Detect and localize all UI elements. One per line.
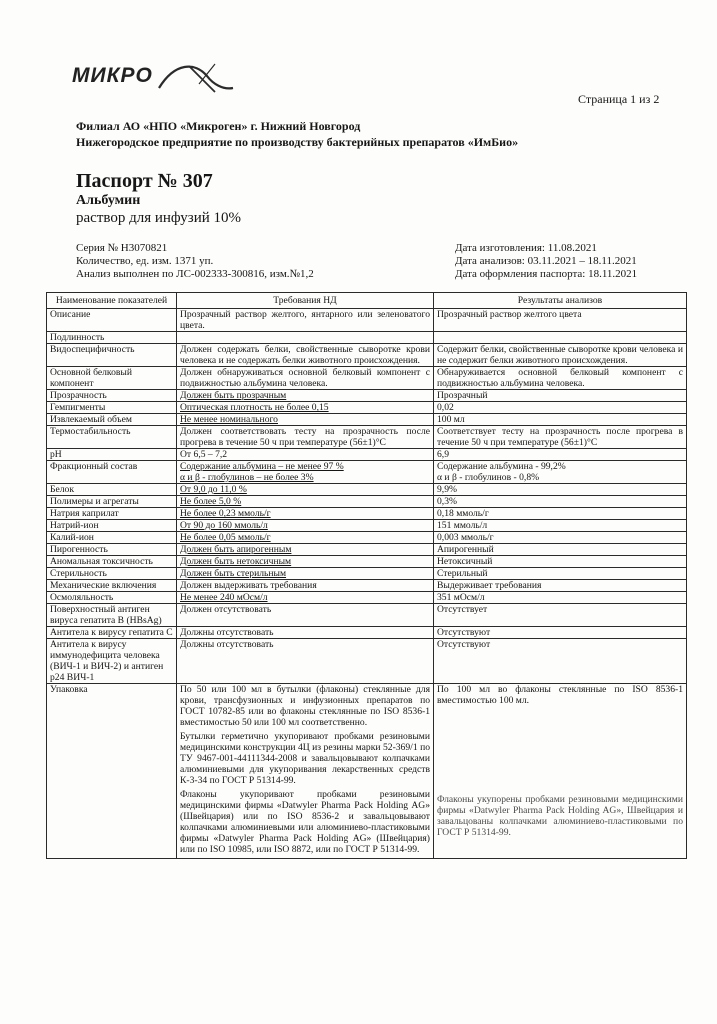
requirement-cell — [177, 414, 434, 426]
row-name-text: Основной белковый компонент — [50, 367, 132, 389]
table-row — [47, 344, 687, 367]
row-name — [47, 484, 177, 496]
requirement-cell-text: Должен обнаруживаться основной белковый компонент с подвижностью альбумина человека. — [180, 367, 430, 389]
requirement-cell-text: Прозрачный раствор желтого, янтарного или зеленоватого цвета. — [180, 309, 430, 331]
table-row — [47, 309, 687, 332]
row-name-text: Механические включения — [50, 580, 157, 591]
row-name — [47, 592, 177, 604]
row-name — [47, 639, 177, 684]
result-cell — [434, 414, 687, 426]
result-cell-text: 9,9% — [437, 484, 457, 495]
requirement-cell-text: Должны отсутствовать — [180, 639, 274, 650]
table-row — [47, 484, 687, 496]
requirement-cell — [177, 367, 434, 390]
row-name-text: pH — [50, 449, 62, 460]
requirement-cell — [177, 449, 434, 461]
result-cell — [434, 604, 687, 627]
table-row — [47, 556, 687, 568]
result-cell — [434, 449, 687, 461]
requirement-cell — [177, 520, 434, 532]
result-cell-text: Прозрачный раствор желтого цвета — [437, 309, 582, 320]
requirement-cell — [177, 544, 434, 556]
table-row — [47, 508, 687, 520]
logo-mark-icon — [155, 58, 235, 94]
requirement-cell-text: От 90 до 160 ммоль/л — [180, 520, 268, 531]
result-cell-text: 351 мОсм/л — [437, 592, 485, 603]
row-name-text: Осмоляльность — [50, 592, 114, 603]
requirement-cell-text: Не более 0,05 ммоль/г — [180, 532, 271, 543]
result-cell — [434, 544, 687, 556]
analysis-method: Анализ выполнен по ЛС-002333-300816, изм.№1,2 — [76, 268, 314, 280]
requirement-cell — [177, 484, 434, 496]
requirement-cell-text: Должен содержать белки, свойственные сыворотке крови человека и не содержать белки животного происхождения. — [180, 344, 430, 366]
requirement-cell-text: Не менее 240 мОсм/л — [180, 592, 268, 603]
row-name-text: Натрия каприлат — [50, 508, 119, 519]
requirement-cell — [177, 580, 434, 592]
row-name — [47, 544, 177, 556]
row-name-text: Извлекаемый объем — [50, 414, 132, 425]
requirement-cell — [177, 592, 434, 604]
dates-info — [455, 242, 637, 281]
table-row — [47, 627, 687, 639]
requirement-cell — [177, 604, 434, 627]
result-cell-text: Апирогенный — [437, 544, 494, 555]
table-row — [47, 449, 687, 461]
result-cell — [434, 592, 687, 604]
table-row — [47, 332, 687, 344]
requirement-cell-text: Оптическая плотность не более 0,15 — [180, 402, 329, 413]
organization-name: Филиал АО «НПО «Микроген» г. Нижний Новгород — [76, 119, 361, 133]
row-name-text: Поверхностный антиген вируса гепатита В (HBsAg) — [50, 604, 162, 626]
result-cell-text: 0,3% — [437, 496, 457, 507]
requirement-cell-text: Не более 5,0 % — [180, 496, 242, 507]
row-name-text: Видоспецифичность — [50, 344, 135, 355]
result-cell-text: Содержит белки, свойственные сыворотке крови человека и не содержит белки животного происхождения. — [437, 344, 683, 366]
requirement-cell-text: Не более 0,23 ммоль/г — [180, 508, 271, 519]
requirement-cell-text: От 6,5 – 7,2 — [180, 449, 228, 460]
table-row — [47, 639, 687, 684]
table-row — [47, 592, 687, 604]
packaging-res-paragraph: Флаконы укупорены пробками резиновыми медицинскими фирмы «Datwyler Pharma Pack Holding AG», Швейцария и завальцованы колпачками алюминиево-пластиковыми по ГОСТ Р 51314-99. — [437, 794, 683, 838]
requirement-cell-text-secondary: α и β - глобулинов – не более 3% — [180, 472, 314, 483]
result-cell-text: 0,18 ммоль/г — [437, 508, 489, 519]
company-logo — [72, 58, 235, 94]
requirement-cell — [177, 556, 434, 568]
packaging-res-paragraph: По 100 мл во флаконы стеклянные по ISO 8536-1 вместимостью 100 мл. — [437, 684, 683, 706]
row-name — [47, 367, 177, 390]
product-name: Альбумин — [76, 193, 141, 208]
row-name-text: Белок — [50, 484, 75, 495]
row-name-text: Термостабильность — [50, 426, 131, 437]
row-name — [47, 344, 177, 367]
requirement-cell-text: Должен выдерживать требования — [180, 580, 317, 591]
row-name-text: Аномальная токсичность — [50, 556, 153, 567]
row-name-text: Калий-ион — [50, 532, 94, 543]
row-name-text: Антитела к вирусу иммунодефицита человека (ВИЧ-1 и ВИЧ-2) и антиген p24 ВИЧ-1 — [50, 639, 164, 683]
result-cell — [434, 309, 687, 332]
requirement-cell — [177, 461, 434, 484]
row-name — [47, 426, 177, 449]
table-row — [47, 390, 687, 402]
result-cell-text: Соответствует тесту на прозрачность после прогрева в течение 50 ч при температуре (56±1)°С — [437, 426, 683, 448]
table-row — [47, 580, 687, 592]
passport-date: Дата оформления паспорта: 18.11.2021 — [455, 268, 638, 280]
requirement-cell — [177, 332, 434, 344]
result-cell — [434, 580, 687, 592]
table-row — [47, 532, 687, 544]
result-cell-text: Отсутствуют — [437, 639, 491, 650]
logo-text: МИКРО — [72, 64, 153, 87]
table-row — [47, 367, 687, 390]
result-cell — [434, 402, 687, 414]
row-name — [47, 332, 177, 344]
table-row — [47, 544, 687, 556]
requirement-cell — [177, 496, 434, 508]
result-cell-text: Выдерживает требования — [437, 580, 542, 591]
result-cell-text: 6,9 — [437, 449, 449, 460]
table-row — [47, 568, 687, 580]
requirement-cell-text: Содержание альбумина – не менее 97 % — [180, 461, 344, 472]
row-name — [47, 532, 177, 544]
row-name-text: Описание — [50, 309, 91, 320]
series-number: Серия № Н3070821 — [76, 242, 168, 254]
requirement-cell-text: Должен быть прозрачным — [180, 390, 287, 401]
requirement-cell — [177, 426, 434, 449]
row-name-text: Полимеры и агрегаты — [50, 496, 139, 507]
manufacture-date: Дата изготовления: 11.08.2021 — [455, 242, 597, 254]
requirement-cell-text: Не менее номинального — [180, 414, 278, 425]
requirement-cell-text: От 9,0 до 11,0 % — [180, 484, 247, 495]
requirement-cell-text: Должен отсутствовать — [180, 604, 272, 615]
analysis-dates: Дата анализов: 03.11.2021 – 18.11.2021 — [455, 255, 637, 267]
result-cell — [434, 520, 687, 532]
packaging-req-paragraph: Флаконы укупоривают пробками резиновыми медицинскими фирмы «Datwyler Pharma Pack Holding AG» (Швейцария) или по ISO 8536-2 и завальцовывают колпачками алюминиевыми или алюминиево-пластиковыми фирмы «Datwyler Pharma Pack Holding AG» (Швейцария) или по ISO 10985, или ISO 8872, или по ГОСТ Р 51314-99. — [180, 789, 430, 855]
result-cell — [434, 556, 687, 568]
requirement-cell-text: Должны отсутствовать — [180, 627, 274, 638]
result-cell-text: 100 мл — [437, 414, 465, 425]
requirement-cell — [177, 309, 434, 332]
row-name — [47, 556, 177, 568]
result-cell-text: 151 ммоль/л — [437, 520, 488, 531]
result-cell — [434, 627, 687, 639]
row-name — [47, 496, 177, 508]
table-row — [47, 426, 687, 449]
row-name-text: Гемпигменты — [50, 402, 106, 413]
result-cell-text: Содержание альбумина - 99,2% — [437, 461, 566, 472]
requirement-cell — [177, 627, 434, 639]
result-cell-text: Отсутствуют — [437, 627, 491, 638]
row-name — [47, 580, 177, 592]
packaging-results — [434, 684, 687, 859]
result-cell — [434, 332, 687, 344]
row-name — [47, 604, 177, 627]
packaging-req-paragraph: Бутылки герметично укупоривают пробками резиновыми медицинскими конструкции 4Ц из резины марки 52-369/1 по ТУ 9467-001-44111344-2008 и завальцовывают колпачками алюминиевыми для укупоривания лекарственных средств К-3-34 по ГОСТ Р 51314-99. — [180, 731, 430, 786]
row-name-text: Стерильность — [50, 568, 107, 579]
table-header-row — [47, 293, 687, 309]
requirement-cell — [177, 402, 434, 414]
batch-info — [76, 242, 314, 281]
column-header-requirements: Требования НД — [177, 293, 434, 309]
row-name-text: Прозрачность — [50, 390, 107, 401]
result-cell — [434, 639, 687, 684]
result-cell-text: Обнаруживается основной белковый компонент с подвижностью альбумина человека. — [437, 367, 683, 389]
table-row — [47, 496, 687, 508]
passport-title: Паспорт № 307 — [76, 170, 213, 192]
packaging-req-paragraph: По 50 или 100 мл в бутылки (флаконы) стеклянные для крови, трансфузионных и инфузионных препаратов по ГОСТ 10782-85 или во флаконы стеклянные по ISO 8536-1 вместимостью 50 или 100 мл соответственно. — [180, 684, 430, 728]
result-cell-text: 0,003 ммоль/г — [437, 532, 494, 543]
requirement-cell — [177, 390, 434, 402]
table-row — [47, 461, 687, 484]
result-cell — [434, 461, 687, 484]
row-name-text: Антитела к вирусу гепатита С — [50, 627, 173, 638]
table-row — [47, 604, 687, 627]
result-cell — [434, 508, 687, 520]
column-header-results: Результаты анализов — [434, 293, 687, 309]
result-cell-text-secondary: α и β - глобулинов - 0,8% — [437, 472, 540, 483]
row-name-text: Пирогенность — [50, 544, 108, 555]
requirement-cell-text: Должен соответствовать тесту на прозрачность после прогрева в течение 50 ч при температуре (56±1)°С — [180, 426, 430, 448]
row-name — [47, 568, 177, 580]
packaging-requirements — [177, 684, 434, 859]
row-name-text: Подлинность — [50, 332, 105, 343]
row-name — [47, 508, 177, 520]
result-cell — [434, 484, 687, 496]
result-cell — [434, 367, 687, 390]
column-header-name: Наименование показателей — [47, 293, 177, 309]
requirement-cell — [177, 639, 434, 684]
row-name — [47, 309, 177, 332]
result-cell — [434, 568, 687, 580]
quantity: Количество, ед. изм. 1371 уп. — [76, 255, 214, 267]
result-cell — [434, 496, 687, 508]
result-cell-text: Нетоксичный — [437, 556, 493, 567]
page-number: Страница 1 из 2 — [578, 92, 660, 106]
result-cell-text: Отсутствует — [437, 604, 488, 615]
row-name — [47, 520, 177, 532]
requirement-cell — [177, 568, 434, 580]
product-form: раствор для инфузий 10% — [76, 210, 241, 226]
row-name — [47, 627, 177, 639]
row-name — [47, 449, 177, 461]
result-cell — [434, 426, 687, 449]
requirement-cell-text: Должен быть нетоксичным — [180, 556, 292, 567]
row-name: Упаковка — [47, 684, 177, 859]
result-cell-text: Прозрачный — [437, 390, 488, 401]
requirement-cell-text: Должен быть стерильным — [180, 568, 287, 579]
table-row — [47, 402, 687, 414]
result-cell-text: 0,02 — [437, 402, 454, 413]
requirement-cell — [177, 344, 434, 367]
result-cell — [434, 532, 687, 544]
organization-division: Нижегородское предприятие по производству бактерийных препаратов «ИмБио» — [76, 135, 519, 149]
row-name — [47, 390, 177, 402]
result-cell — [434, 390, 687, 402]
row-name — [47, 402, 177, 414]
table-row — [47, 520, 687, 532]
requirement-cell-text: Должен быть апирогенным — [180, 544, 292, 555]
row-name-text: Натрий-ион — [50, 520, 99, 531]
table-row-packaging — [47, 684, 687, 859]
result-cell — [434, 344, 687, 367]
specification-table — [46, 292, 687, 859]
row-name — [47, 414, 177, 426]
result-cell-text: Стерильный — [437, 568, 488, 579]
row-name — [47, 461, 177, 484]
requirement-cell — [177, 532, 434, 544]
row-name-text: Фракционный состав — [50, 461, 138, 472]
table-row — [47, 414, 687, 426]
requirement-cell — [177, 508, 434, 520]
